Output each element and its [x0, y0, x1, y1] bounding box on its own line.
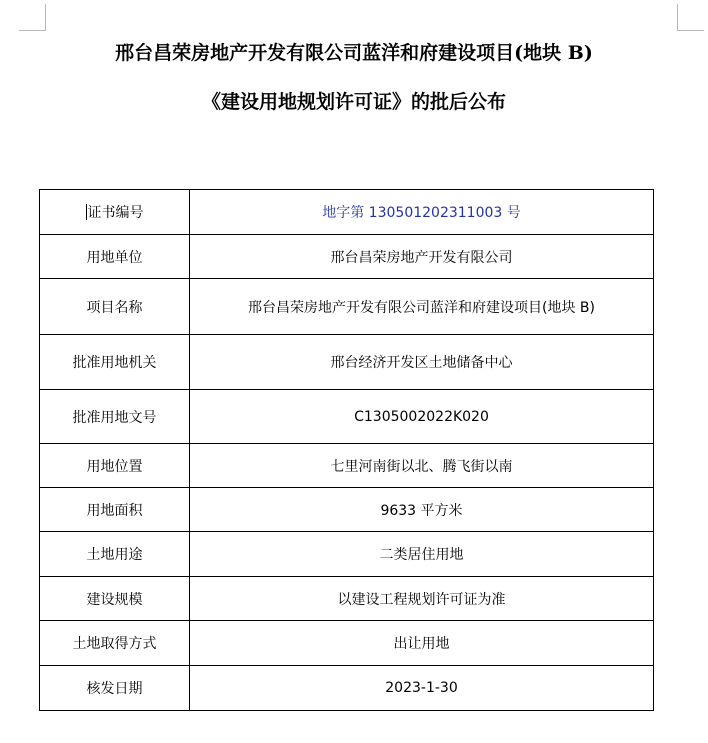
table-value-cell[interactable]: 地字第 130501202311003 号 [190, 190, 654, 235]
table-value-cell[interactable]: C1305002022K020 [190, 390, 654, 444]
table-label-cell[interactable]: 核发日期 [40, 666, 190, 711]
table-value-cell[interactable]: 七里河南街以北、腾飞街以南 [190, 444, 654, 488]
document-title-line-1: 邢台昌荣房地产开发有限公司蓝洋和府建设项目(地块 B) [115, 42, 593, 64]
table-label-cell[interactable] [40, 190, 190, 235]
table-label-cell[interactable]: 用地单位 [40, 235, 190, 279]
table-row-project-name [40, 279, 654, 335]
table-row-certificate-number [40, 190, 654, 235]
table-row-issue-date [40, 666, 654, 711]
table-value-cell[interactable]: 以建设工程规划许可证为准 [190, 577, 654, 621]
document-title-line-2: 《建设用地规划许可证》的批后公布 [201, 91, 506, 113]
table-label-cell[interactable]: 批准用地文号 [40, 390, 190, 444]
page-margin-corner-top-left [19, 4, 46, 31]
table-value-cell[interactable]: 邢台昌荣房地产开发有限公司蓝洋和府建设项目(地块 B) [190, 279, 654, 335]
table-label-cell[interactable]: 批准用地机关 [40, 335, 190, 390]
table-value-cell[interactable]: 邢台昌荣房地产开发有限公司 [190, 235, 654, 279]
table-row-construction-scale [40, 577, 654, 621]
table-label-cell[interactable]: 项目名称 [40, 279, 190, 335]
table-value-cell[interactable]: 二类居住用地 [190, 532, 654, 577]
table-row-land-area [40, 488, 654, 532]
table-value-cell[interactable]: 2023-1-30 [190, 666, 654, 711]
permit-info-table [39, 189, 654, 711]
table-value-cell[interactable]: 出让用地 [190, 621, 654, 666]
table-row-land-unit [40, 235, 654, 279]
table-label-cell[interactable]: 土地用途 [40, 532, 190, 577]
table-row-land-location [40, 444, 654, 488]
table-value-cell[interactable]: 邢台经济开发区土地储备中心 [190, 335, 654, 390]
table-label-cell[interactable]: 土地取得方式 [40, 621, 190, 666]
table-label-cell[interactable]: 用地面积 [40, 488, 190, 532]
page-margin-corner-top-right [677, 4, 704, 31]
row-label: 证书编号 [87, 205, 144, 221]
table-row-approval-document-number [40, 390, 654, 444]
table-label-cell[interactable]: 用地位置 [40, 444, 190, 488]
text-cursor [86, 204, 87, 220]
table-value-cell[interactable]: 9633 平方米 [190, 488, 654, 532]
table-row-acquisition-method [40, 621, 654, 666]
table-label-cell[interactable]: 建设规模 [40, 577, 190, 621]
table-row-approving-authority [40, 335, 654, 390]
table-row-land-use [40, 532, 654, 577]
